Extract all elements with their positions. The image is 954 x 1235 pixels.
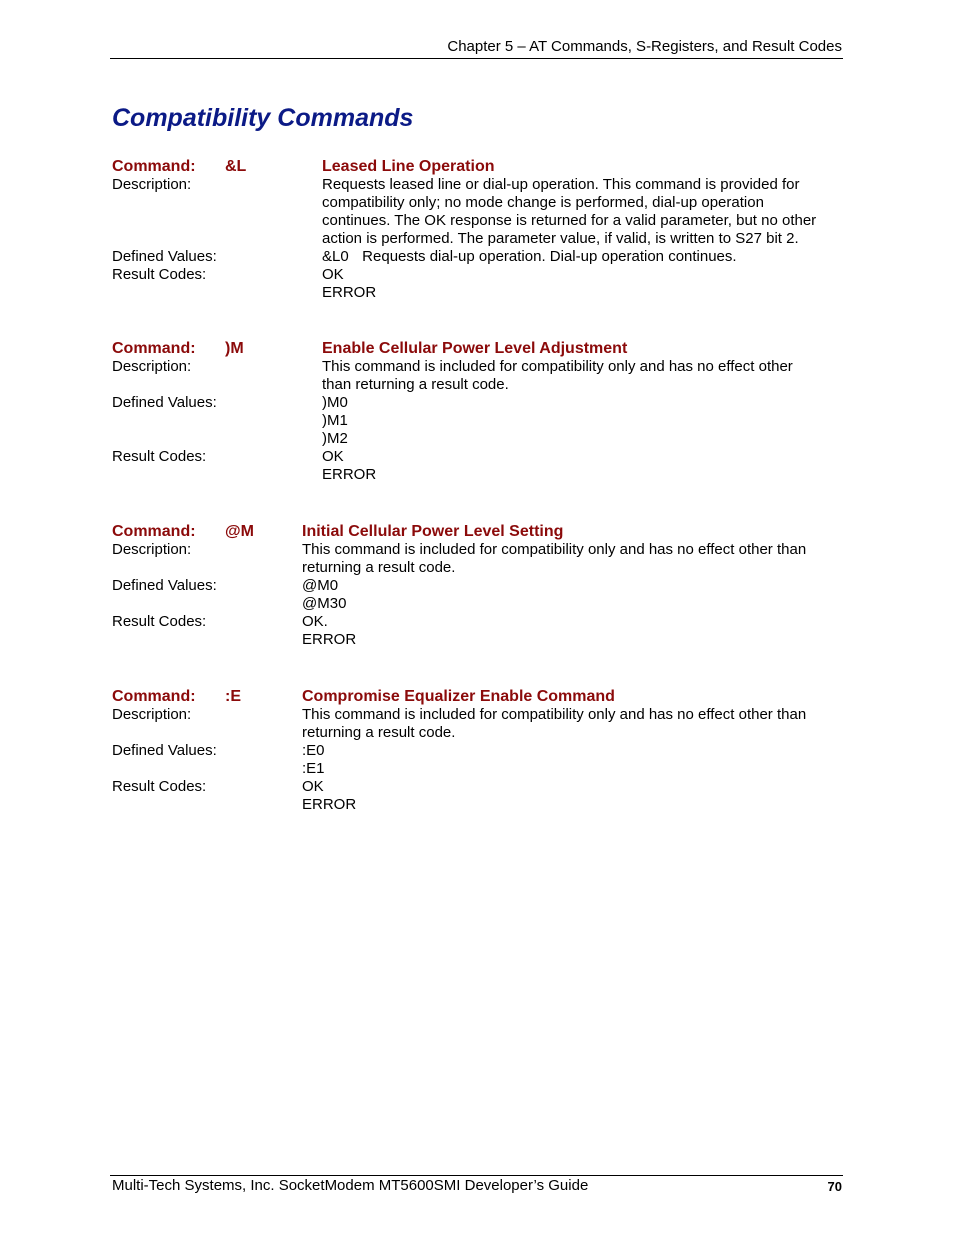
command-title: Compromise Equalizer Enable Command [302,688,615,705]
command-block-leased-line [112,158,844,302]
command-code: &L [225,158,247,175]
command-label: Command: [112,523,196,540]
defined-value: @M0 [302,577,339,594]
command-heading [112,158,844,176]
defined-values-label: Defined Values: [112,577,217,594]
description-line: This command is included for compatibility only and has no effect other [322,358,793,375]
result-code: OK [322,448,344,465]
defined-value: )M1 [322,412,348,429]
description-row [112,541,844,577]
description-line: Requests leased line or dial-up operation. This command is provided for [322,176,800,193]
description-row [112,706,844,742]
result-codes-row [112,778,844,814]
command-code: @M [225,523,254,540]
description-line: This command is included for compatibility only and has no effect other than [302,706,807,723]
result-code: OK. [302,613,328,630]
command-title: Leased Line Operation [322,158,495,175]
description-label: Description: [112,358,192,375]
description-label: Description: [112,706,192,723]
command-heading [112,688,844,706]
defined-values-row [112,742,844,778]
result-code-list [302,778,844,814]
command-label: Command: [112,340,196,357]
description-text [302,541,832,577]
defined-values-row [112,577,844,613]
command-block-cellular-power-adjust [112,340,844,484]
command-heading [112,340,844,358]
description-line: compatibility only; no mode change is performed, dial-up operation [322,194,764,211]
description-text [322,358,817,394]
command-block-compromise-equalizer [112,688,844,814]
description-row [112,176,844,248]
result-code-list [302,613,844,649]
description-line: returning a result code. [302,559,456,576]
result-codes-row [112,266,844,302]
defined-value: :E1 [302,760,325,777]
command-label: Command: [112,688,196,705]
defined-values-label: Defined Values: [112,742,217,759]
page-number: 70 [827,1179,842,1194]
result-codes-label: Result Codes: [112,448,207,465]
section-title: Compatibility Commands [112,104,414,132]
command-block-initial-power-level [112,523,844,649]
result-code: OK [302,778,324,795]
description-label: Description: [112,541,192,558]
result-codes-row [112,448,844,484]
description-label: Description: [112,176,192,193]
command-title: Initial Cellular Power Level Setting [302,523,564,540]
defined-values-row [112,248,844,266]
command-code: :E [225,688,241,705]
result-codes-row [112,613,844,649]
result-code-list [322,266,844,302]
result-code: ERROR [322,466,377,483]
description-line: returning a result code. [302,724,456,741]
result-code-list [322,448,844,484]
defined-value-list [302,577,844,613]
defined-value: )M0 [322,394,348,411]
command-code: )M [225,340,244,357]
defined-value: :E0 [302,742,325,759]
result-codes-label: Result Codes: [112,778,207,795]
description-line: continues. The OK response is returned for a valid parameter, but no other [322,212,817,229]
result-code: ERROR [322,284,377,301]
command-title: Enable Cellular Power Level Adjustment [322,340,628,357]
defined-value-code: &L0 [322,248,349,265]
defined-value-list [322,394,844,448]
header-divider [110,58,843,59]
running-header: Chapter 5 – AT Commands, S-Registers, and Result Codes [447,38,842,55]
description-line: This command is included for compatibility only and has no effect other than [302,541,807,558]
defined-values-label: Defined Values: [112,248,217,265]
description-text [302,706,832,742]
result-code: ERROR [302,796,357,813]
description-row [112,358,844,394]
defined-value-text: Requests dial-up operation. Dial-up operation continues. [362,248,737,265]
footer-divider [110,1175,843,1176]
description-line: than returning a result code. [322,376,509,393]
defined-value-list [302,742,844,778]
description-line: action is performed. The parameter value, if valid, is written to S27 bit 2. [322,230,799,247]
result-code: ERROR [302,631,357,648]
command-label: Command: [112,158,196,175]
footer-text: Multi-Tech Systems, Inc. SocketModem MT5600SMI Developer’s Guide [112,1177,589,1194]
result-codes-label: Result Codes: [112,613,207,630]
result-codes-label: Result Codes: [112,266,207,283]
result-code: OK [322,266,344,283]
description-text [322,176,842,248]
defined-value: )M2 [322,430,348,447]
command-heading [112,523,844,541]
defined-values-label: Defined Values: [112,394,217,411]
defined-value [322,248,844,266]
defined-value: @M30 [302,595,347,612]
defined-values-row [112,394,844,448]
